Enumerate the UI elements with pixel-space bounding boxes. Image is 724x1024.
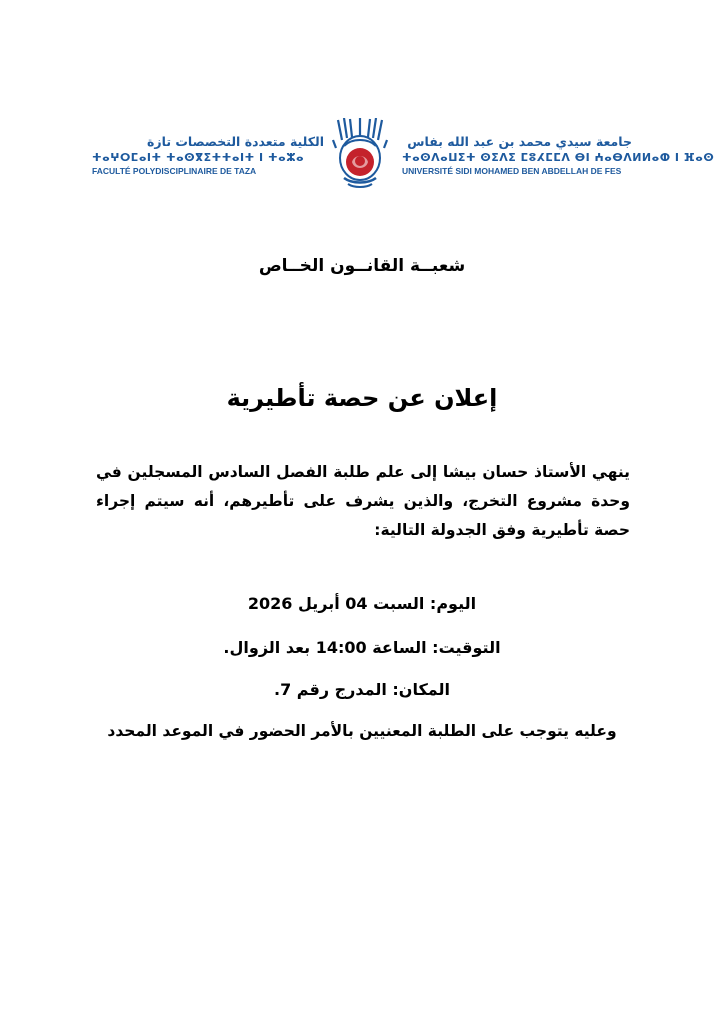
- university-block: [382, 134, 715, 178]
- faculty-name-french: FACULTÉ POLYDISCIPLINAIRE DE TAZA: [92, 166, 257, 176]
- schedule-time: التوقيت: الساعة 14:00 بعد الزوال.: [223, 638, 501, 657]
- faculty-name-arabic: الكلية متعددة التخصصات تازة: [147, 134, 324, 149]
- announcement-title: إعلان عن حصة تأطيرية: [226, 384, 498, 412]
- closing-note: وعليه يتوجب على الطلبة المعنيين بالأمر الحضور في الموعد المحدد: [107, 722, 617, 740]
- schedule-day: اليوم: السبت 04 أبريل 2026: [247, 594, 477, 613]
- schedule-place: المكان: المدرج رقم 7.: [274, 680, 450, 699]
- university-name-tifinagh: ⵜⴰⵙⴷⴰⵡⵉⵜ ⵙⵉⴷⵉ ⵎⵓⵃⵎⵎⴷ ⴱⵏ ⵄⴰⴱⴷⵍⵍⴰⵀ ⵏ ⴼⴰⵙ: [402, 151, 715, 164]
- faculty-block: [92, 134, 342, 178]
- department-heading: شعبــة القانــون الخــاص: [258, 256, 466, 276]
- faculty-name-tifinagh: ⵜⴰⵖⵔⵎⴰⵏⵜ ⵜⴰⵙⴳⵉⵜⵜⴰⵏⵜ ⵏ ⵜⴰⵣⴰ: [92, 151, 305, 164]
- letterhead: [92, 118, 715, 198]
- university-name-french: UNIVERSITÉ SIDI MOHAMED BEN ABDELLAH DE FES: [402, 166, 622, 176]
- university-name-arabic: جامعة سيدي محمد بن عبد الله بفاس: [407, 134, 632, 149]
- university-emblem: [332, 118, 388, 190]
- announcement-body: ينهي الأستاذ حسان بيشا إلى علم طلبة الفصل السادس المسجلين في وحدة مشروع التخرج، والذين يشرف على تأطيرهم، أنه سيتم إجراء حصة تأطيرية وفق الجدولة التالية:: [96, 463, 630, 539]
